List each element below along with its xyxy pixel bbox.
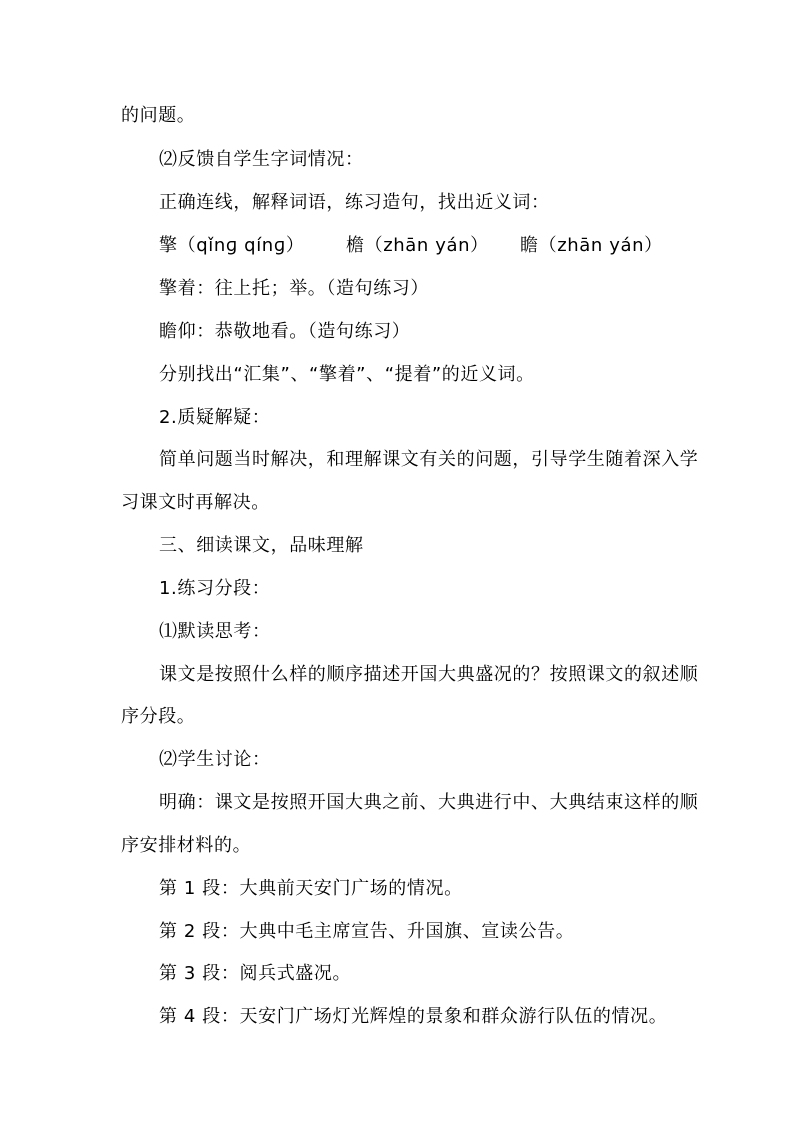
text-line: 1.练习分段： bbox=[159, 578, 271, 599]
pinyin-entry: 檐（zhān yán） bbox=[346, 235, 489, 256]
text-line: 简单问题当时解决，和理解课文有关的问题，引导学生随着深入学 bbox=[159, 449, 699, 470]
text-line: 第 4 段：天安门广场灯光辉煌的景象和群众游行队伍的情况。 bbox=[159, 1006, 668, 1027]
pinyin-entry: 瞻（zhān yán） bbox=[520, 235, 663, 256]
text-line: ⑴默读思考： bbox=[159, 621, 271, 642]
text-line: ⑵反馈自学生字词情况： bbox=[159, 149, 364, 170]
section-heading: 三、细读课文，品味理解 bbox=[159, 535, 364, 556]
pinyin-entry: 擎（qǐnɡ qínɡ） bbox=[159, 235, 305, 256]
text-line: 正确连线，解释词语，练习造句，找出近义词： bbox=[159, 192, 550, 213]
text-line: 课文是按照什么样的顺序描述开国大典盛况的？按照课文的叙述顺 bbox=[159, 664, 699, 685]
text-line: 第 3 段：阅兵式盛况。 bbox=[159, 963, 352, 984]
text-line: 第 2 段：大典中毛主席宣告、升国旗、宣读公告。 bbox=[159, 921, 575, 942]
text-line: 习课文时再解决。 bbox=[121, 492, 270, 513]
text-line: 分别找出“汇集”、“擎着”、“提着”的近义词。 bbox=[159, 364, 535, 385]
text-line: 第 1 段：大典前天安门广场的情况。 bbox=[159, 878, 463, 899]
text-line: 2.质疑解疑： bbox=[159, 407, 271, 428]
text-line: 明确：课文是按照开国大典之前、大典进行中、大典结束这样的顺 bbox=[159, 792, 699, 813]
text-line: ⑵学生讨论： bbox=[159, 749, 271, 770]
pinyin-row bbox=[0, 234, 794, 258]
text-line: 擎着：往上托；举。（造句练习） bbox=[159, 278, 429, 299]
text-line: 序分段。 bbox=[121, 706, 196, 727]
text-line: 序安排材料的。 bbox=[121, 835, 252, 856]
text-line: 的问题。 bbox=[121, 105, 196, 126]
text-line: 瞻仰：恭敬地看。（造句练习） bbox=[159, 321, 411, 342]
